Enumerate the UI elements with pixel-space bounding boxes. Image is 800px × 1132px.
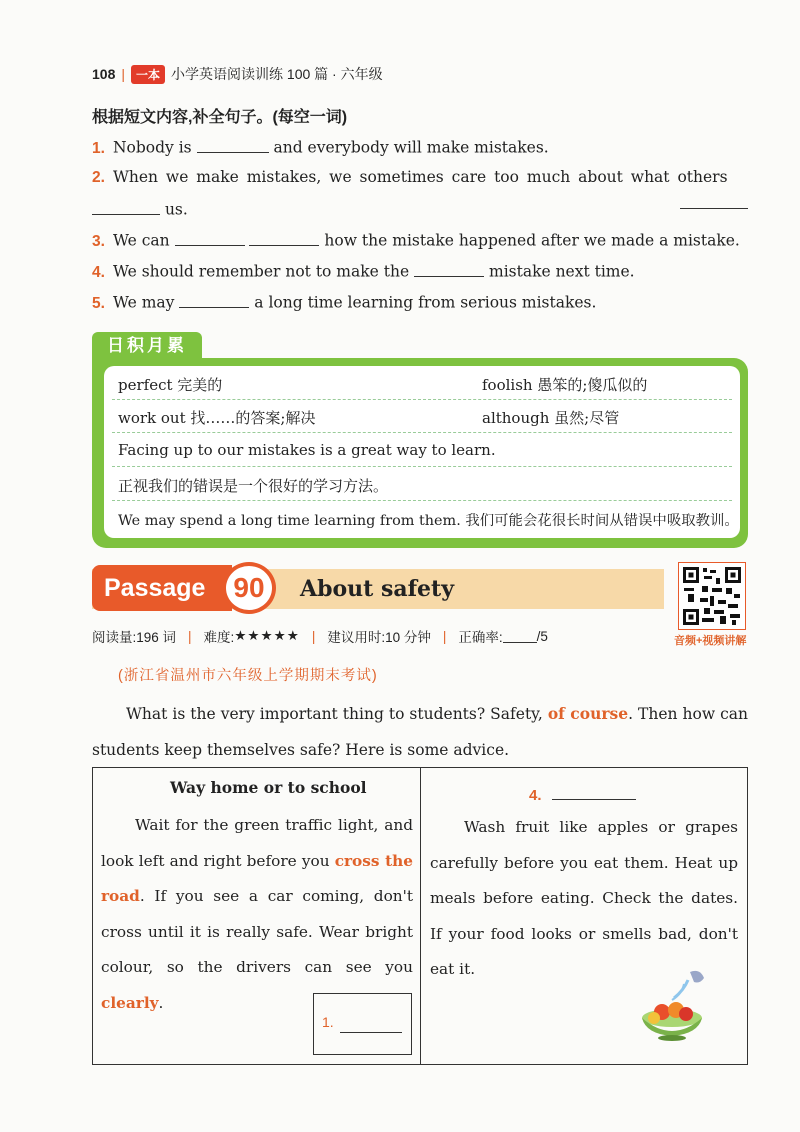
qr-code-icon[interactable] — [678, 562, 746, 630]
exercise-item-3: 3. We can how the mistake happened after we made a mistake. — [92, 229, 740, 252]
vocab-word: perfect 完美的 — [118, 376, 223, 394]
vocab-sentence: Facing up to our mistakes is a great way to learn. — [118, 441, 496, 459]
passage-title: About safety — [300, 576, 454, 602]
left-column-title: Way home or to school — [170, 778, 367, 797]
passage-source: (浙江省温州市六年级上学期期末考试) — [118, 668, 378, 684]
answer-blank[interactable] — [175, 229, 245, 246]
qr-caption: 音频+视频讲解 — [674, 635, 747, 647]
answer-blank[interactable] — [414, 260, 484, 277]
answer-blank[interactable] — [92, 198, 160, 215]
answer-blank[interactable] — [552, 784, 636, 800]
divider — [112, 432, 732, 433]
divider — [112, 399, 732, 400]
left-column-text: Wait for the green traffic light, and look left and right before you cross the road. If you see a car coming, don't cross until it is really safe. Wear bright colour, so the drivers can see you clearly. — [101, 816, 414, 1012]
page-header: 108 | 一本 小学英语阅读训练 100 篇 · 六年级 — [92, 66, 383, 82]
vocab-box-tab: 日积月累 — [92, 332, 202, 360]
divider — [112, 466, 732, 467]
answer-blank[interactable] — [179, 291, 249, 308]
book-title: 小学英语阅读训练 100 篇 · 六年级 — [171, 66, 383, 82]
right-column-text: Wash fruit like apples or grapes carefully before you eat them. Heat up meals before eating. Check the dates. If your food looks or smells bad, don't eat it. — [430, 818, 738, 978]
accuracy-label: 正确率: — [458, 630, 503, 645]
answer-blank[interactable] — [197, 136, 269, 153]
table-divider — [420, 767, 421, 1065]
answer-blank[interactable] — [340, 1016, 402, 1033]
answer-blank[interactable] — [680, 192, 748, 209]
word-count: 阅读量:196 词 — [92, 630, 177, 645]
exercise-item-1: 1. Nobody is and everybody will make mistakes. — [92, 136, 549, 159]
answer-blank[interactable] — [249, 229, 319, 246]
exercise-item-4: 4. We should remember not to make the mistake next time. — [92, 260, 635, 283]
difficulty-label: 难度: — [203, 630, 235, 645]
accuracy-total: /5 — [536, 628, 548, 644]
passage-label: Passage — [92, 565, 232, 611]
vocab-word: foolish 愚笨的;傻瓜似的 — [482, 376, 648, 394]
accuracy-blank[interactable] — [503, 629, 537, 642]
blank-box-1[interactable]: 1. — [313, 993, 412, 1055]
right-column-heading: 4. — [529, 784, 636, 804]
vocab-word: although 虽然;尽管 — [482, 409, 620, 427]
exercise-item-2-cont: us. — [92, 198, 188, 220]
exercise-item-2: 2. When we make mistakes, we sometimes care too much about what others — [92, 167, 748, 209]
fruit-bowl-icon — [632, 966, 712, 1046]
difficulty-stars: ★★★★★ — [234, 628, 300, 643]
passage-info-line: 阅读量:196 词 | 难度: ★★★★★ | 建议用时:10 分钟 | 正确率: /5 — [92, 628, 548, 645]
page-number: 108 — [92, 66, 116, 82]
passage-number: 90 — [222, 562, 276, 614]
divider — [112, 500, 732, 501]
vocab-box-inner — [104, 366, 740, 538]
brand-logo: 一本 — [131, 65, 165, 84]
exercise-instruction: 根据短文内容,补全句子。(每空一词) — [92, 109, 348, 126]
exercise-item-5: 5. We may a long time learning from serious mistakes. — [92, 291, 596, 314]
suggested-time: 建议用时:10 分钟 — [327, 630, 431, 645]
vocab-sentence-translation: 正视我们的错误是一个很好的学习方法。 — [118, 477, 389, 495]
passage-intro: What is the very important thing to students? Safety, of course. Then how can students keep themselves safe? Here is some advice. — [92, 704, 748, 759]
vocab-sentence: We may spend a long time learning from them. 我们可能会花很长时间从错误中吸取教训。 — [118, 513, 739, 529]
vocab-word: work out 找……的答案;解决 — [118, 409, 316, 427]
